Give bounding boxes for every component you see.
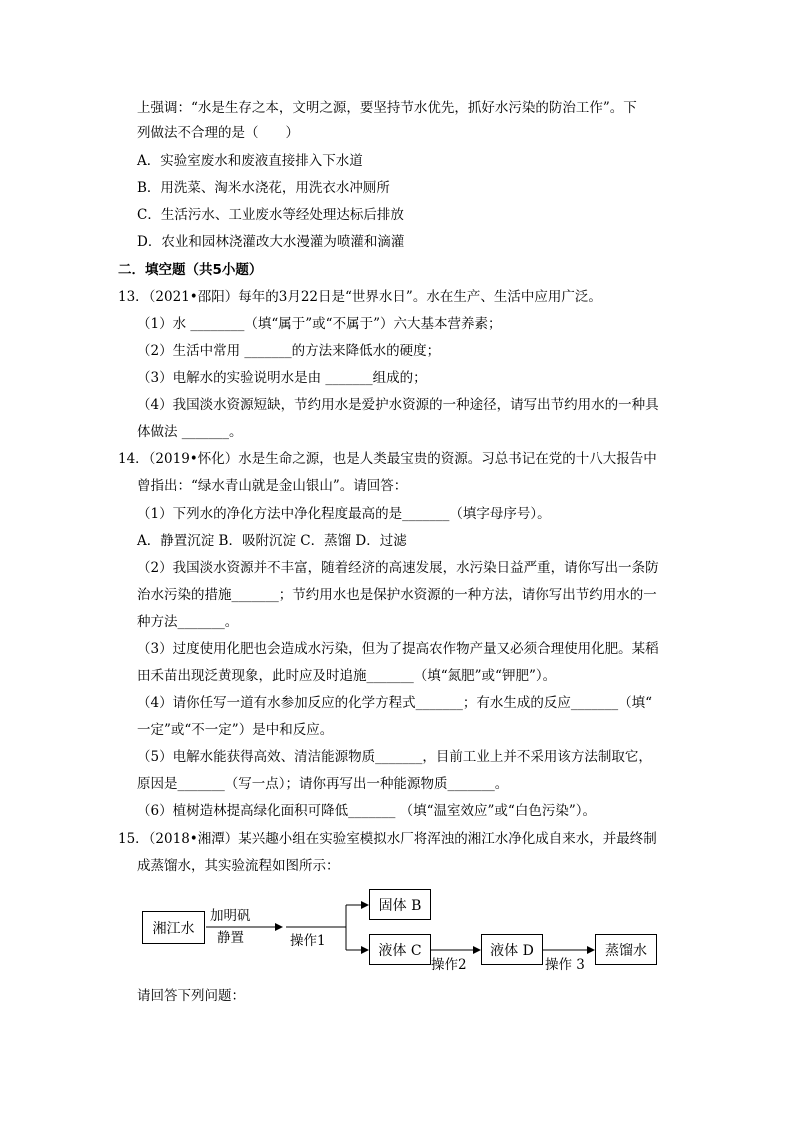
q13-part2: （2）生活中常用 _______的方法来降低水的硬度； [137,343,441,359]
q13-part4-line2: 体做法 _______。 [137,424,243,440]
q15-stem-line2: 成蒸馏水，其实验流程如图所示： [137,858,340,874]
q14-stem-line2: 曾指出：“绿水青山就是金山银山”。请回答： [137,478,408,494]
q14-part2-line3: 种方法_______。 [137,614,239,630]
flow-box-start: 湘江水 [142,911,205,944]
q14-part5-line1: （5）电解水能获得高效、清洁能源物质_______，目前工业上并不采用该方法制取它， [137,749,652,765]
q14-part3-line2: 田禾苗出现泛黄现象，此时应及时追施_______（填“氮肥”或“钾肥”）。 [137,668,557,684]
q12-option-a: A．实验室废水和废液直接排入下水道 [137,153,363,169]
q14-part1-options: A．静置沉淀 B．吸附沉淀 C．蒸馏 D．过滤 [137,533,407,549]
q14-part3-line1: （3）过度使用化肥也会造成水污染，但为了提高农作物产量又必须合理使用化肥。某稻 [137,641,659,657]
flow-label-add-alum: 加明矾 [210,908,251,924]
q13-part3: （3）电解水的实验说明水是由 _______组成的； [137,370,427,386]
q14-part5-line2: 原因是_______（写一点）；请你再写出一种能源物质_______。 [137,776,509,792]
flow-box-liquid-c: 液体 C [369,934,431,965]
section-heading: 二．填空题（共5小题） [118,262,263,278]
q13-stem: 13．（2021•邵阳）每年的3月22日是“世界水日”。水在生产、生活中应用广泛。 [118,289,602,305]
q13-part4-line1: （4）我国淡水资源短缺，节约用水是爱护水资源的一种途径，请写出节约用水的一种具 [137,397,659,413]
q14-part4-line2: 一定”或“不一定”）是中和反应。 [137,722,334,738]
q12-stem-line1: 上强调：“水是生存之本，文明之源，要坚持节水优先，抓好水污染的防治工作”。下 [137,100,637,116]
q14-part4-line1: （4）请你任写一道有水参加反应的化学方程式_______；有水生成的反应_______（填“ [137,695,652,711]
flow-label-settle: 静置 [217,930,244,946]
q14-part6: （6）植树造林提高绿化面积可降低_______ （填“温室效应”或“白色污染”）。 [137,803,596,819]
q12-option-b: B．用洗菜、淘米水浇花，用洗衣水冲厕所 [137,180,390,196]
q15-stem-line1: 15．（2018•湘潭）某兴趣小组在实验室模拟水厂将浑浊的湘江水净化成自来水，并最终制 [118,831,657,847]
q14-part2-line2: 治水污染的措施_______；节约用水也是保护水资源的一种方法，请你写出节约用水的一 [137,587,657,603]
q14-part1: （1）下列水的净化方法中净化程度最高的是_______（填字母序号）。 [137,506,551,522]
flow-label-op2: 操作2 [431,957,467,973]
q14-part2-line1: （2）我国淡水资源并不丰富，随着经济的高速发展，水污染日益严重，请你写出一条防 [137,560,659,576]
flow-box-solid-b: 固体 B [369,889,431,920]
flow-box-liquid-d: 液体 D [481,934,543,965]
flow-box-distilled: 蒸馏水 [595,934,657,965]
flow-label-op3: 操作 3 [545,957,585,973]
q13-part1: （1）水 ________（填“属于”或“不属于”）六大基本营养素； [137,316,502,332]
flow-label-op1: 操作1 [290,933,326,949]
q12-option-d: D．农业和园林浇灌改大水漫灌为喷灌和滴灌 [137,234,405,250]
q15-prompt: 请回答下列问题： [137,988,245,1004]
q14-stem-line1: 14．（2019•怀化）水是生命之源，也是人类最宝贵的资源。习总书记在党的十八大报告中 [118,451,657,467]
q12-option-c: C．生活污水、工业废水等经处理达标后排放 [137,207,404,223]
q12-stem-line2: 列做法不合理的是（ ） [137,125,299,141]
